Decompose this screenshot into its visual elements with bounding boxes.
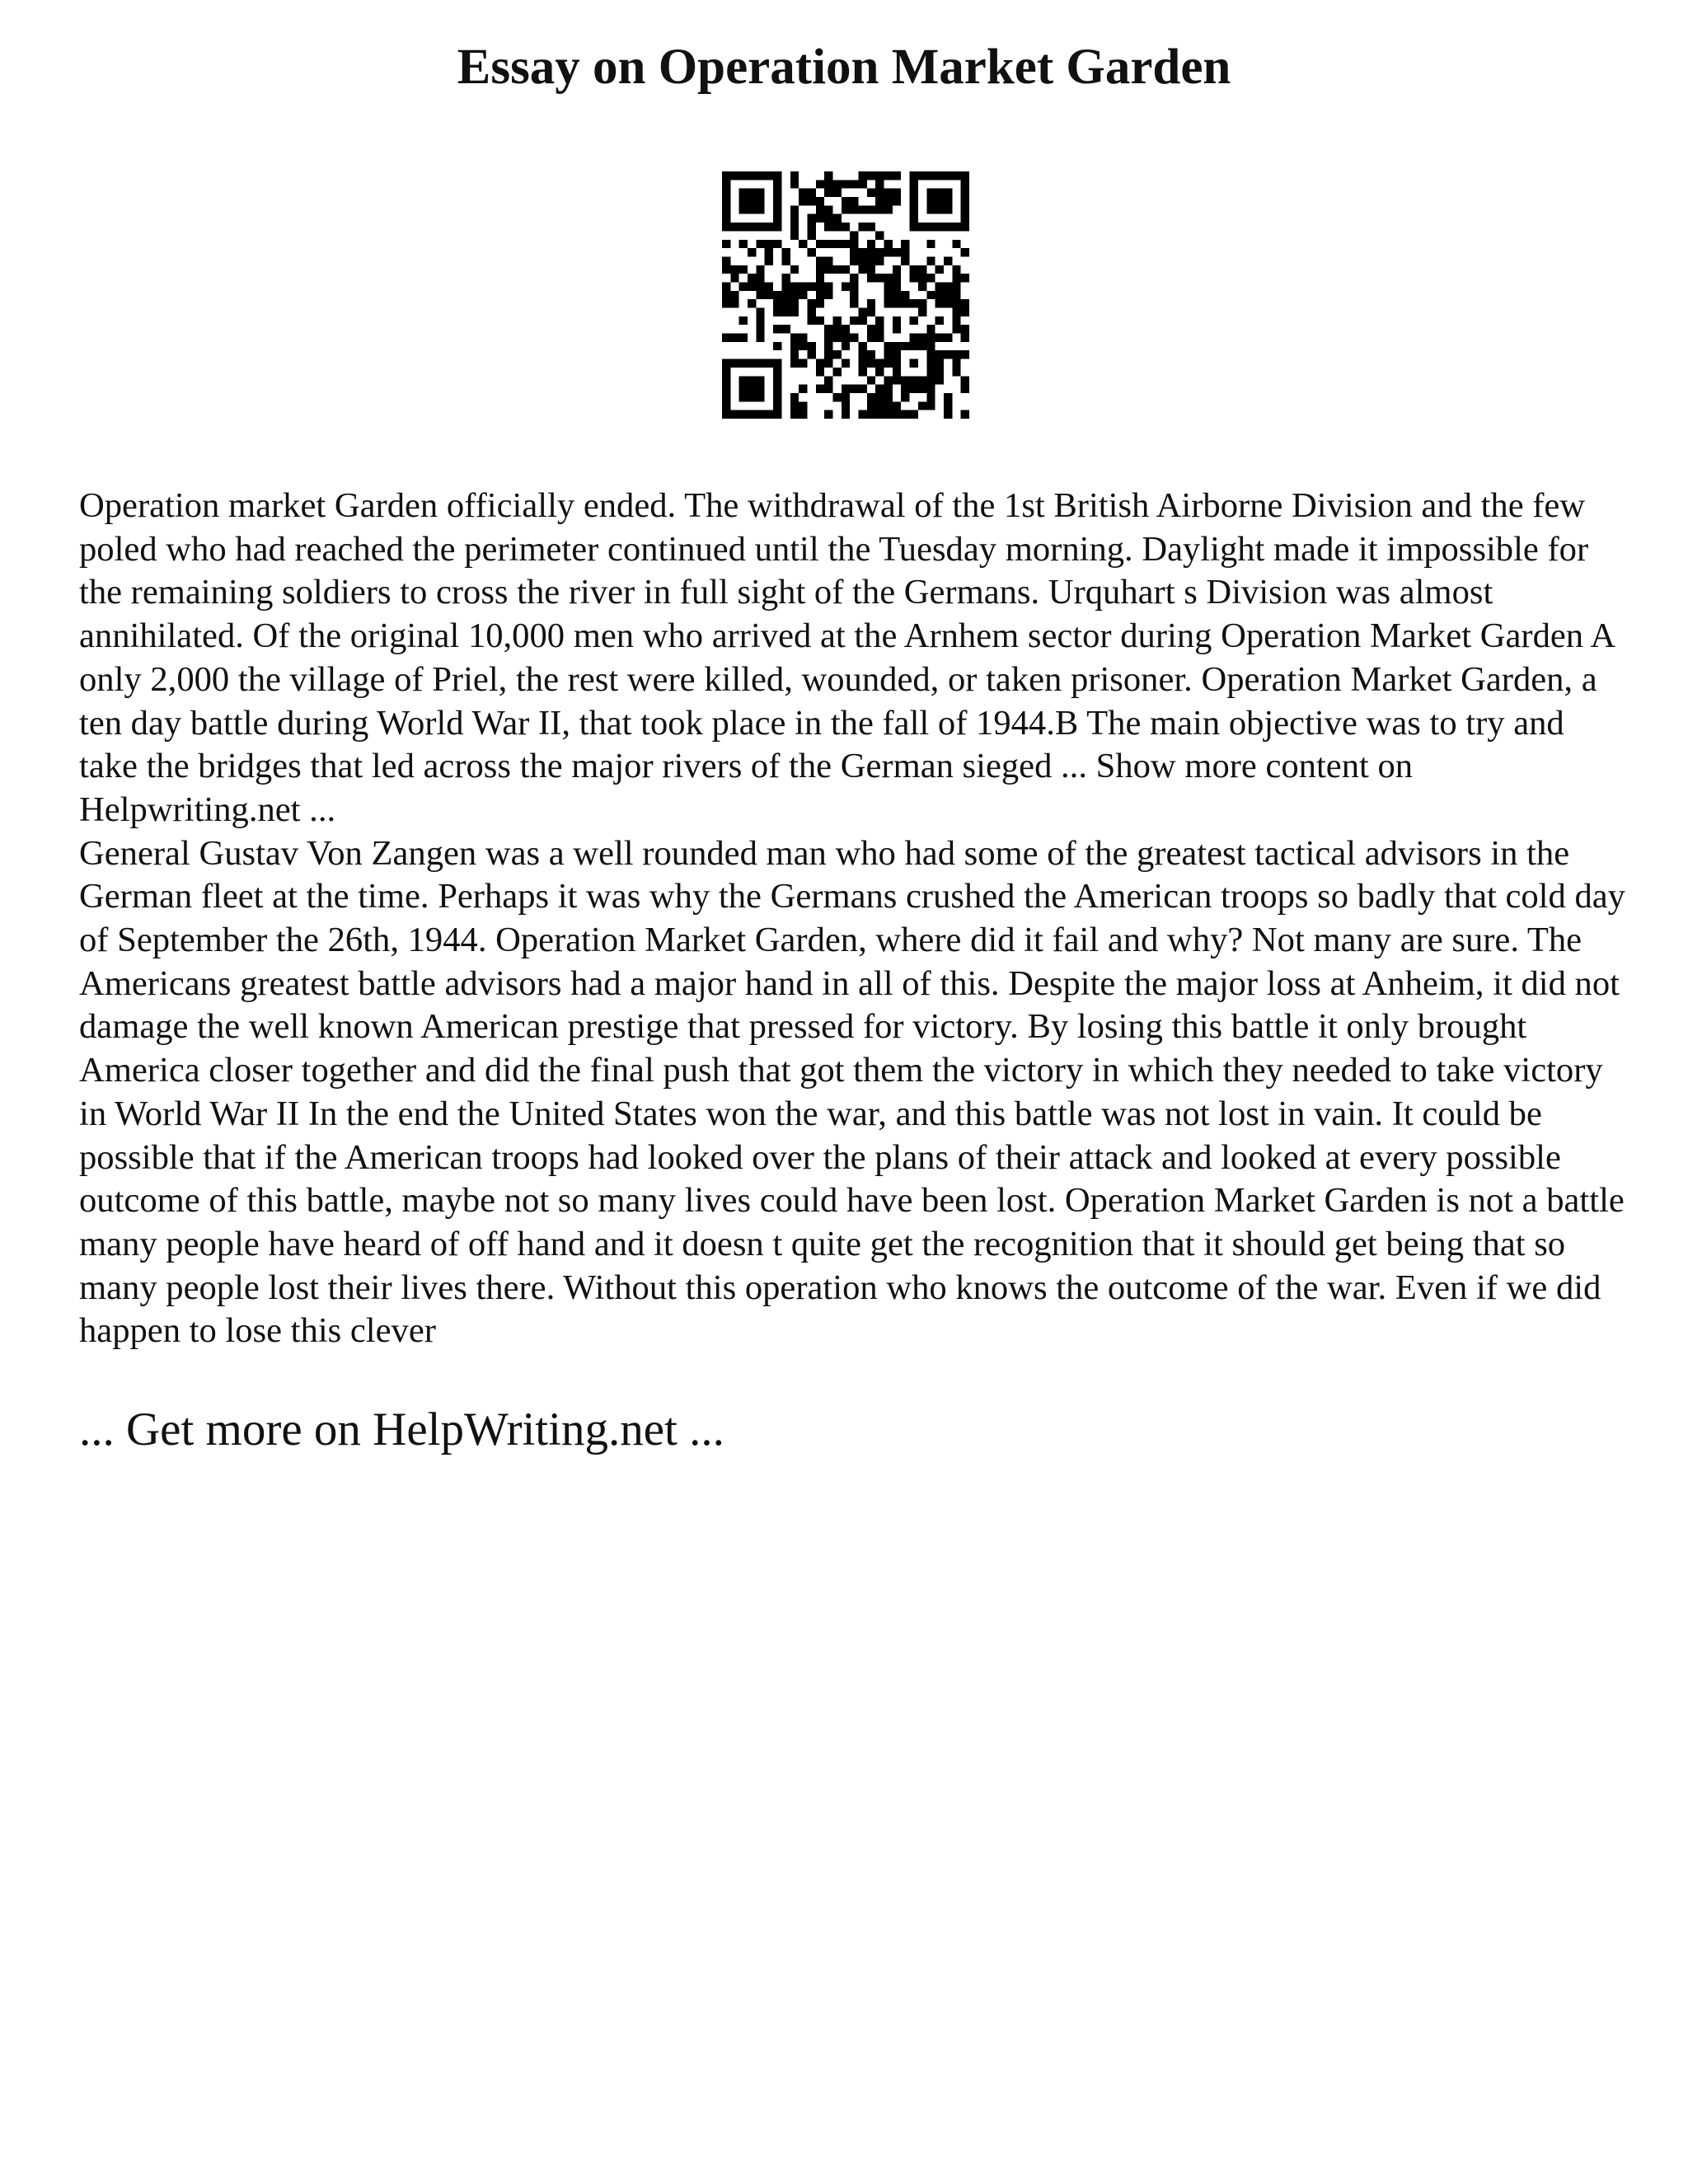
essay-paragraph-1: Operation market Garden officially ended. The withdrawal of the 1st British Airborne Division and the few poled who had reached the perimeter continued until the Tuesday morning. Daylight made it impossible for the remaining soldiers to cross the river in full sight of the Germans. Urquhart s Division was almost annihilated. Of the original 10,000 men who arrived at the Arnhem sector during Operation Market Garden A only 2,000 the village of Priel, the rest were killed, wounded, or taken prisoner. Operation Market Garden, a ten day battle during World War II, that took place in the fall of 1944.B The main objective was to try and take the bridges that led across the major rivers of the German sieged ... Show more content on Helpwriting.net ... — [79, 486, 1614, 829]
essay-paragraph-2: General Gustav Von Zangen was a well rounded man who had some of the greatest tactical advisors in the German fleet at the time. Perhaps it was why the Germans crushed the American troops so badly that cold day of September the 26th, 1944. Operation Market Garden, where did it fail and why? Not many are sure. The Americans greatest battle advisors had a major hand in all of this. Despite the major loss at Anheim, it did not damage the well known American prestige that pressed for victory. By losing this battle it only brought America closer together and did the final push that got them the victory in which they needed to take victory in World War II In the end the United States won the war, and this battle was not lost in vain. It could be possible that if the American troops had looked over the plans of their attack and looked at every possible outcome of this battle, maybe not so many lives could have been lost. Operation Market Garden is not a battle many people have heard of off hand and it doesn t quite get the recognition that it should get being that so many people lost their lives there. Without this operation who knows the outcome of the war. Even if we did happen to lose this clever — [79, 833, 1625, 1351]
essay-body — [79, 485, 1629, 1353]
get-more-link[interactable]: ... Get more on HelpWriting.net ... — [79, 1404, 724, 1455]
page-title: Essay on Operation Market Garden — [457, 40, 1231, 95]
qr-code-icon — [722, 171, 969, 419]
